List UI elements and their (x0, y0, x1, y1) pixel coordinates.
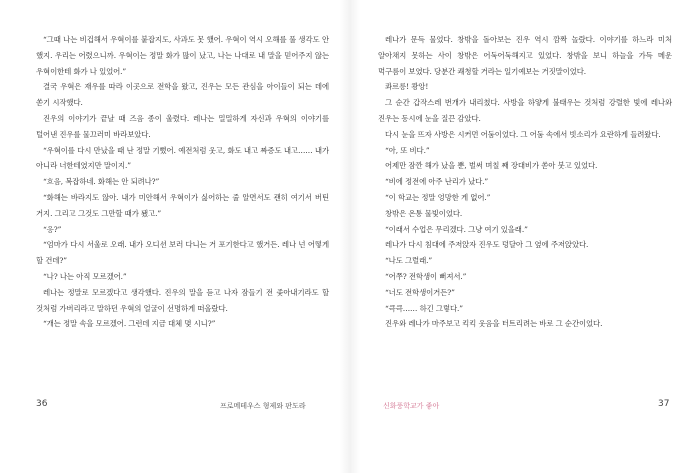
paragraph: “이래서 수업은 무리겠다. 그냥 여기 있을래.” (385, 224, 528, 234)
paragraph: 레나는 정말로 모르겠다고 생각했다. 진우의 말을 듣고 나자 잠들기 전 좇아내기라도 할 것처럼 가버리라고 말하던 우혁의 얼굴이 선명하게 떠올랐다. (36, 287, 329, 313)
paragraph: 진우의 이야기가 끝날 때 즈음 종이 울렸다. 레나는 밀밀하게 자신과 우혁의 이야기를 털어낸 진우를 물끄러미 바라보았다. (36, 113, 329, 139)
paragraph: 레나가 문득 물었다. 창밖을 돌아보는 진우 역시 깜짝 놀랐다. 이야기를 하느라 미처 알아채지 못하는 사이 창밖은 어둑어둑해지고 있었다. 창밖을 보니 하늘을 가득 메운 먹구름이 보였다. 당분간 쾌청할 거라는 일기예보는 거짓말이었다. (378, 35, 672, 76)
paragraph: “응?” (43, 224, 62, 234)
running-head-left: 프로메테우스 형제와 판도라 (220, 402, 306, 410)
paragraph: 결국 우혁은 재우를 따라 이곳으로 전학을 왔고, 진우는 모든 관심을 아이들이 되는 데에 쏟기 시작했다. (36, 82, 329, 108)
paragraph: “흐음, 복잡하네. 화해는 안 되려나?” (43, 177, 160, 187)
paragraph: 진우와 레나가 마주보고 킥킥 웃음을 터트리려는 바로 그 순간이었다. (385, 319, 603, 329)
paragraph: 레나가 다시 침대에 주저앉자 진우도 덩달아 그 옆에 주저앉았다. (385, 240, 589, 250)
paragraph: “우혁이를 다시 만났을 때 난 정말 기뻤어. 예전처럼 웃고, 화도 내고 짜증도 내고…… 내가 아니라 너한테였지만 말이지.” (36, 145, 329, 171)
running-head-right: 신화풍학교가 좋아 (383, 402, 440, 410)
paragraph: “이 학교는 정말 엉망한 게 없어.” (385, 192, 491, 202)
page-number-right: 37 (658, 399, 670, 409)
paragraph: “나? 나는 아직 모르겠어.” (43, 271, 127, 281)
page-gutter (340, 0, 360, 473)
paragraph: “개는 정말 속을 모르겠어. 그런데 지금 대체 몇 시니?” (43, 319, 216, 329)
paragraph: “너도 전학생이거든?” (385, 287, 455, 297)
paragraph: “어쭈? 전학생이 뻐져서.” (385, 271, 467, 281)
paragraph: 그 순간 갑작스레 번개가 내리쳤다. 사방을 하얗게 불태우는 것처럼 강렬한 빛에 레나와 진우는 동시에 눈을 질끈 감았다. (378, 98, 672, 123)
paragraph: “엄마가 다시 서울로 오래. 내가 오디션 보러 다니는 거 포기한다고 했거든. 레나 넌 어떻게 할 건데?” (36, 240, 329, 266)
paragraph: “아, 또 비다.” (385, 145, 430, 155)
paragraph: 창밖은 온통 물빛이었다. (385, 208, 463, 218)
left-page (36, 32, 329, 332)
paragraph: “나도 그럴래.” (385, 256, 433, 266)
right-page (378, 32, 672, 332)
paragraph: “그때 나는 비겁해서 우혁이를 붙잡지도, 사과도 못 했어. 우혁이 역시 오해를 풀 생각도 안 했지. 우리는 어렸으니까. 우혁이는 정말 화가 많이 났고, 나는 나대로 내 말을 믿어주지 않는 우혁이한테 화가 나 있었어.” (36, 35, 329, 76)
paragraph: “비에 정전에 아주 난리가 났다.” (385, 177, 489, 187)
page-number-left: 36 (36, 399, 48, 409)
paragraph: 콰르릉! 쾅앙! (385, 82, 429, 92)
paragraph: 어제만 잠깐 해가 났을 뿐, 벌써 며칠 째 장대비가 쏟아 붓고 있었다. (385, 161, 598, 171)
paragraph: “화해는 바라지도 않아. 내가 미안해서 우혁이가 싫어하는 줄 알면서도 괜히 여기서 버틴 거지. 그리고 그것도 그만할 때가 됐고.” (36, 192, 329, 218)
paragraph: 다시 눈을 뜨자 사방은 시커먼 어둠이었다. 그 어둠 속에서 빗소리가 요란하게 들려왔다. (385, 129, 661, 139)
paragraph: “큭큭…… 하긴 그렇다.” (385, 303, 463, 313)
